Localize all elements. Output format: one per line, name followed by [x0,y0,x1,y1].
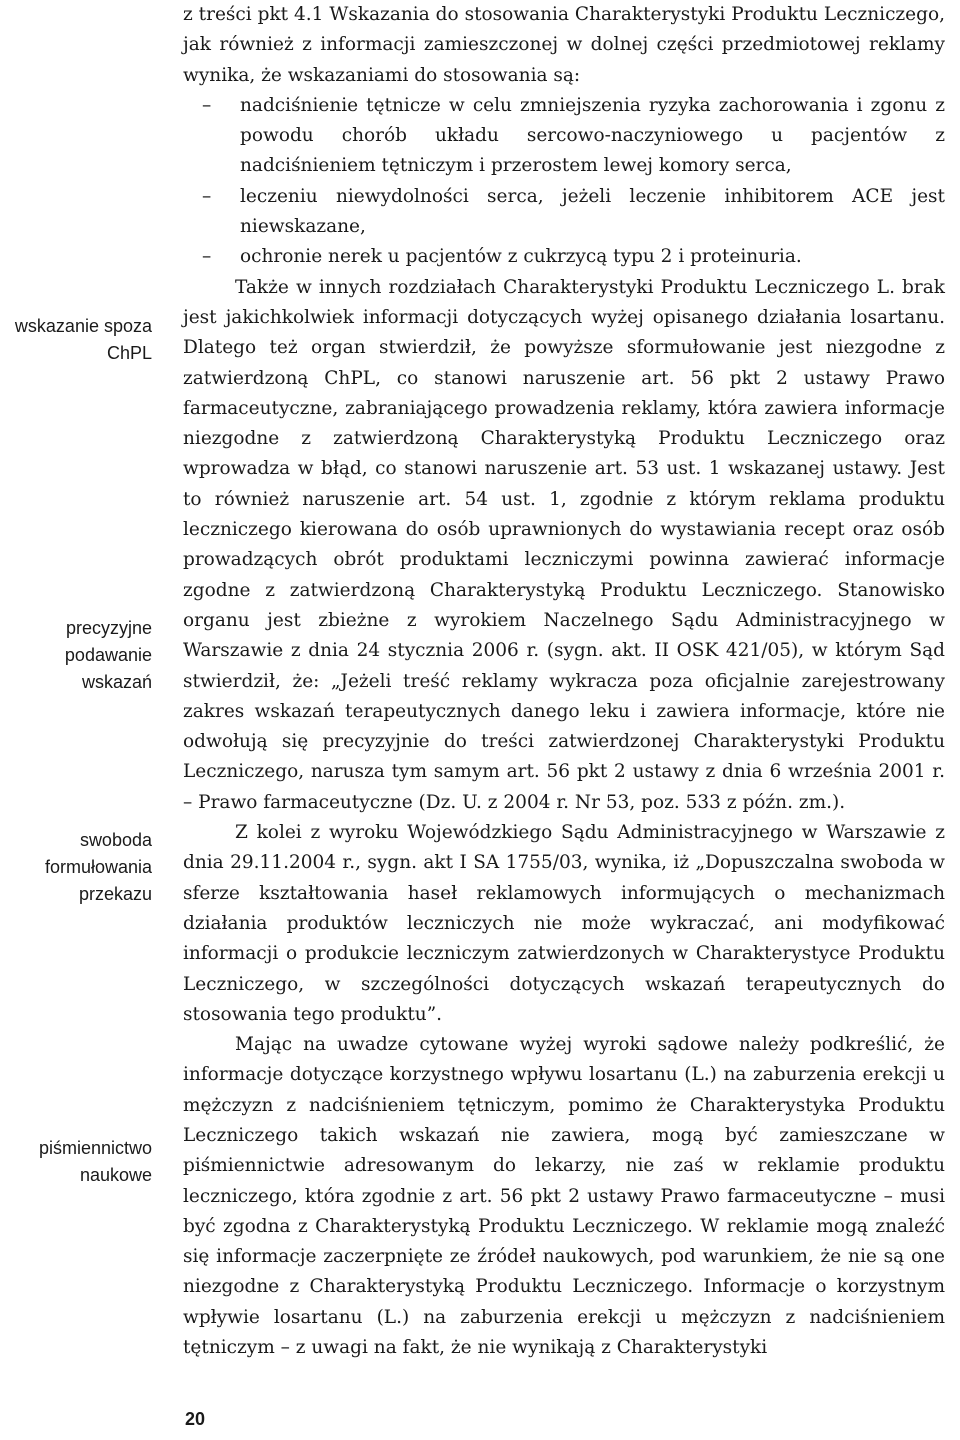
main-text-column [183,0,945,1363]
margin-note-pismiennictwo: piśmiennictwo naukowe [38,1138,152,1185]
margin-notes [0,0,152,1440]
body-paragraph: Także w innych rozdziałach Charakterystyki Produktu Leczniczego L. brak jest jakichkolwiek informacji dotyczących wyżej opisanego działania losartanu. Dlatego też organ stwierdził, że powyższe sformułowanie jest niezgodne z zatwierdzoną ChPL, co stanowi naruszenie art. 56 pkt 2 ustawy Prawo farmaceutyczne, zabraniającego prowadzenia reklamy, która zawiera informacje niezgodne z zatwierdzoną Charakterystyką Produktu Leczniczego oraz wprowadza w błąd, co stanowi naruszenie art. 53 ust. 1 wskazanej ustawy. Jest to również naruszenie art. 54 ust. 1, zgodnie z którym reklama produktu leczniczego kierowana do osób uprawnionych do wystawiania recept oraz osób prowadzących obrót produktami leczniczymi powinna zawierać informacje zgodne z zatwierdzoną Charakterystyką Produktu Leczniczego. Stanowisko organu jest zbieżne z wyrokiem Naczelnego Sądu Administracyjnego w Warszawie z dnia 24 stycznia 2006 r. (sygn. akt. II OSK 421/05), w którym Sąd stwierdził, że: „Jeżeli treść reklamy wykracza poza oficjalnie zarejestrowany zakres wskazań terapeutycznych danego leku i zawiera informacje, które nie odwołują się precyzyjnie do treści zatwierdzonej Charakterystyki Produktu Leczniczego, narusza tym samym art. 56 pkt 2 ustawy z dnia 6 września 2001 r. – Prawo farmaceutyczne (Dz. U. z 2004 r. Nr 53, poz. 533 z późn. zm.). [183,276,945,813]
page-number: 20 [185,1409,206,1429]
body-paragraph: Z kolei z wyroku Wojewódzkiego Sądu Administracyjnego w Warszawie z dnia 29.11.2004 r., sygn. akt I SA 1755/03, wynika, iż „Dopuszczalna swoboda w sferze kształtowania haseł reklamowych informujących o mechanizmach działania produktów leczniczych nie może wykraczać, ani modyfikować informacji o produkcie leczniczym zatwierdzonych w Charakterystyce Produktu Leczniczego, w szczególności dotyczących wskazań terapeutycznych do stosowania tego produktu”. [183,822,945,1025]
margin-note-swoboda-formulowania: swoboda formułowania przekazu [44,830,152,904]
list-item: – leczeniu niewydolności serca, jeżeli leczenie inhibitorem ACE jest niewskazane, [240,182,945,243]
margin-note-wskazanie-spoza-chpl: wskazanie spoza ChPL [14,316,152,363]
indications-list [183,91,945,273]
list-item: – ochronie nerek u pacjentów z cukrzycą typu 2 i proteinuria. [240,242,945,272]
list-item: – nadciśnienie tętnicze w celu zmniejszenia ryzyka zachorowania i zgonu z powodu chorób układu sercowo-naczyniowego u pacjentów z nadciśnieniem tętniczym i przerostem lewej komory serca, [240,91,945,182]
margin-note-precyzyjne-podawanie: precyzyjne podawanie wskazań [64,618,152,692]
intro-paragraph: z treści pkt 4.1 Wskazania do stosowania Charakterystyki Produktu Leczniczego, jak również z informacji zamieszczonej w dolnej części przedmiotowej reklamy wynika, że wskazaniami do stosowania są: [183,4,945,86]
body-paragraph: Mając na uwadze cytowane wyżej wyroki sądowe należy podkreślić, że informacje dotyczące korzystnego wpływu losartanu (L.) na zaburzenia erekcji u mężczyzn z nadciśnieniem tętniczym, pomimo że Charakterystyka Produktu Leczniczego takich wskazań nie zawiera, mogą być zamieszczane w piśmiennictwie adresowanym do lekarzy, nie zaś w reklamie produktu leczniczego, która zgodnie z art. 56 pkt 2 ustawy Prawo farmaceutyczne – musi być zgodna z Charakterystyką Produktu Leczniczego. W reklamie mogą znaleźć się informacje zaczerpnięte ze źródeł naukowych, pod warunkiem, że nie są one niezgodne z Charakterystyką Produktu Leczniczego. Informacje o korzystnym wpływie losartanu (L.) na zaburzenia erekcji u mężczyzn z nadciśnieniem tętniczym – z uwagi na fakt, że nie wynikają z Charakterystyki [183,1034,945,1359]
